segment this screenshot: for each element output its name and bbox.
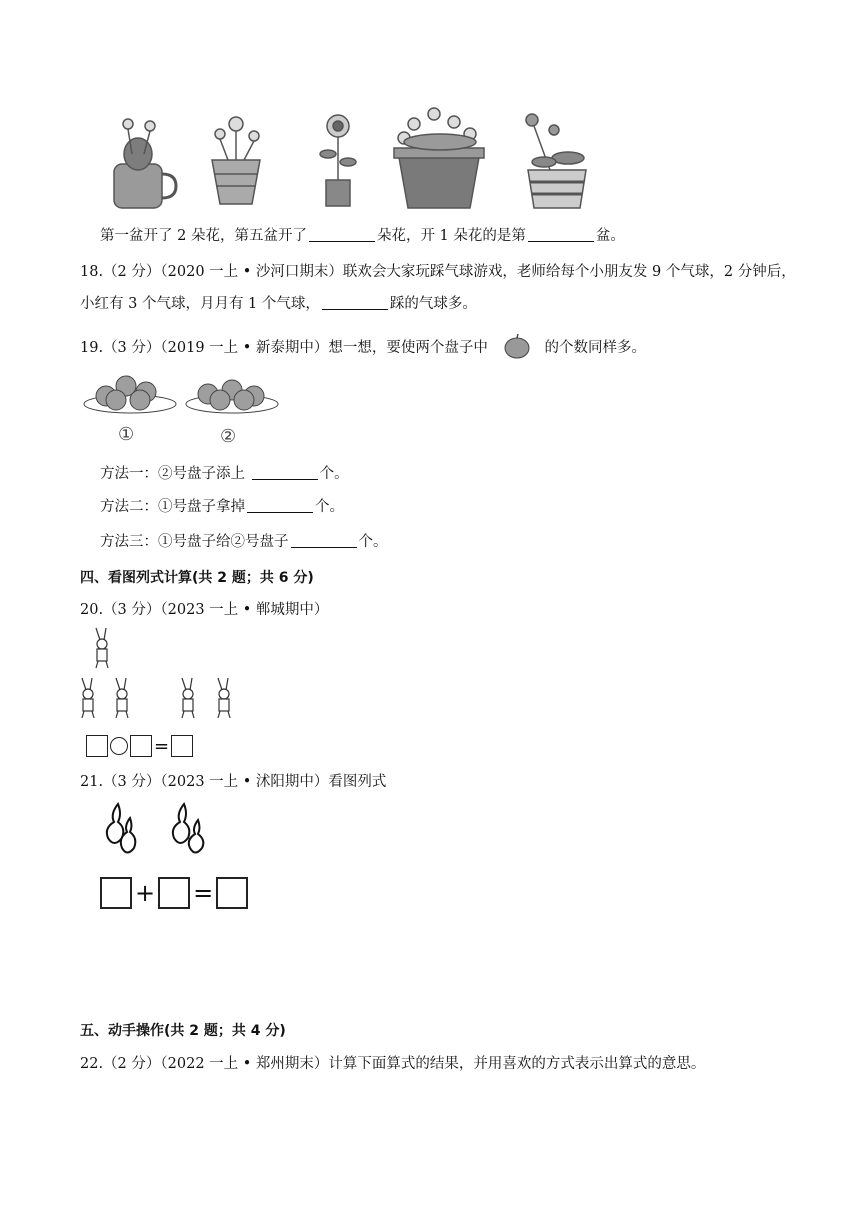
q20-box-2[interactable] (130, 735, 152, 757)
method-2-unit: 个。 (315, 499, 344, 515)
flower-pots-image (104, 104, 624, 216)
q21-box-3[interactable] (216, 877, 248, 909)
q21-equals: = (193, 879, 214, 907)
q20-box-3[interactable] (171, 735, 193, 757)
q21-box-1[interactable] (100, 877, 132, 909)
q20-equation (86, 735, 193, 757)
method-3-text: 方法三：①号盘子给②号盘子 (100, 534, 289, 550)
q19-method-3 (100, 532, 388, 552)
method-2-blank[interactable] (247, 498, 313, 513)
method-3-unit: 个。 (358, 534, 388, 550)
q21-plus: + (135, 879, 156, 907)
method-1-blank[interactable] (252, 465, 318, 480)
method-2-text: 方法二：①号盘子拿掉 (100, 499, 245, 515)
q21-box-2[interactable] (158, 877, 190, 909)
section-4-title: 四、看图列式计算(共 2 题；共 6 分) (80, 570, 314, 586)
plate-1-label: ① (118, 424, 135, 445)
apple-plates-image (82, 366, 282, 452)
q18-line-2 (80, 294, 477, 314)
q18-blank[interactable] (322, 295, 388, 310)
section-5-title: 五、动手操作(共 2 题；共 4 分) (80, 1023, 286, 1039)
q19-text-b: 的个数同样多。 (544, 340, 647, 356)
method-1-unit: 个。 (319, 466, 349, 482)
q19-line (80, 333, 646, 359)
apple-icon (503, 333, 531, 359)
q18-text-a: 小红有 3 个气球，月月有 1 个气球， (80, 296, 320, 312)
q22-line: 22.（2 分）（2022 一上 • 郑州期末）计算下面算式的结果，并用喜欢的方式表示出算式的意思。 (80, 1056, 706, 1072)
q21-equation (100, 877, 248, 909)
q17-text-a: 第一盆开了 2 朵花，第五盆开了 (100, 228, 307, 244)
q18-text-b: 踩的气球多。 (389, 296, 477, 312)
q20-operator-circle[interactable] (110, 737, 128, 755)
method-1-text: 方法一：②号盘子添上 (100, 466, 245, 482)
q17-line (100, 226, 625, 246)
q20-equals: = (154, 735, 170, 757)
q17-blank-1[interactable] (309, 227, 375, 242)
q20-line: 20.（3 分）（2023 一上 • 郸城期中） (80, 602, 329, 618)
plate-2-label: ② (220, 426, 237, 447)
q19-text-a: 19.（3 分）（2019 一上 • 新泰期中）想一想，要使两个盘子中 (80, 340, 488, 356)
rabbits-image (76, 626, 246, 722)
q17-blank-2[interactable] (528, 227, 594, 242)
q20-box-1[interactable] (86, 735, 108, 757)
q21-line: 21.（3 分）（2023 一上 • 沭阳期中）看图列式 (80, 774, 387, 790)
q19-method-1 (100, 464, 349, 484)
q17-text-c: 盆。 (595, 228, 625, 244)
method-3-blank[interactable] (291, 533, 357, 548)
q19-method-2 (100, 497, 344, 517)
pears-image (100, 796, 220, 858)
q18-line-1: 18.（2 分）（2020 一上 • 沙河口期末）联欢会大家玩踩气球游戏，老师给每个小朋友发 9 个气球，2 分钟后， (80, 264, 796, 280)
q17-text-b: 朵花，开 1 朵花的是第 (376, 228, 526, 244)
